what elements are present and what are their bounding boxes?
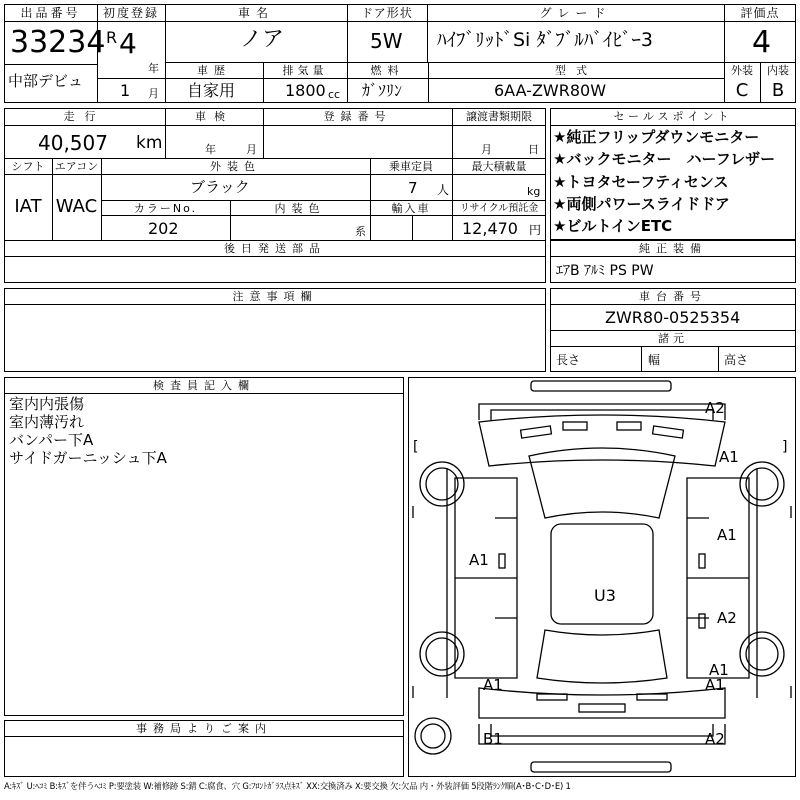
sales-point-item: ★トヨタセーフティセンス: [553, 173, 729, 191]
ac-value: WAC: [55, 196, 98, 217]
transfer-month-unit: 月: [481, 143, 492, 156]
mileage-unit: km: [136, 133, 163, 153]
transfer-day-unit: 日: [528, 143, 539, 156]
recycle-label: リサイクル預託金: [459, 203, 539, 214]
model-label: 型式: [555, 64, 597, 77]
reg-label: 初度登録: [102, 6, 159, 20]
colorno-label: カラーNo.: [133, 202, 198, 215]
ext-label: 外装: [731, 64, 753, 77]
fuel-label: 燃料: [370, 64, 405, 77]
score-value: 4: [752, 25, 772, 60]
load-unit: kg: [527, 185, 541, 198]
shift-label: シフト: [11, 160, 45, 173]
inspector-note: サイドガーニッシュ下A: [9, 449, 167, 467]
seats-label: 乗車定員: [389, 160, 433, 173]
history-value: 自家用: [187, 81, 236, 100]
mileage-value: 40,507: [38, 131, 108, 155]
transfer-label: 譲渡書類期限: [466, 110, 532, 123]
month-unit: 月: [148, 87, 159, 100]
sales-point-item: ★両側パワースライドドア: [553, 195, 730, 213]
insp-year-unit: 年: [205, 143, 216, 156]
intcolor-label: 内装色: [274, 202, 326, 215]
import-label: 輸入車: [391, 202, 431, 215]
int-value: B: [771, 80, 785, 101]
color-value: ブラック: [190, 178, 250, 196]
inspector-note: 室内薄汚れ: [9, 413, 85, 431]
sales-point-item: ★純正フリップダウンモニター: [553, 128, 760, 146]
damage-mark: A2: [705, 399, 725, 417]
color-label: 外装色: [210, 160, 261, 173]
fuel-value: ｶﾞｿﾘﾝ: [362, 81, 403, 100]
inspector-note: 室内内張傷: [9, 395, 85, 413]
ac-label: エアコン: [54, 160, 99, 173]
score-label: 評価点: [740, 6, 780, 20]
model-value: 6AA-ZWR80W: [494, 81, 607, 100]
lot-note: 中部デビュ: [8, 72, 84, 90]
damage-mark: A1: [709, 661, 729, 679]
int-label: 内装: [767, 64, 789, 77]
later-parts-label: 後日発送部品: [224, 242, 326, 255]
inspector-note: バンパー下A: [9, 431, 94, 449]
width-label: 幅: [648, 353, 661, 367]
damage-mark: U3: [594, 586, 616, 605]
damage-mark: A1: [717, 526, 737, 544]
seats-value: 7: [408, 179, 418, 197]
mileage-label: 走行: [63, 110, 106, 123]
notes-label: 注意事項欄: [232, 290, 318, 303]
regno-label: 登録番号: [323, 110, 392, 123]
sales-point-item: ★ビルトインETC: [553, 217, 673, 235]
chassis-label: 車台番号: [639, 290, 707, 303]
damage-mark: A1: [719, 448, 739, 466]
bracket-right: ]: [782, 439, 788, 455]
bracket-left: [: [413, 439, 419, 455]
disp-unit: cc: [328, 88, 341, 101]
door-label: ドア形状: [361, 6, 413, 20]
office-label: 事務局よりご案内: [136, 722, 272, 735]
damage-mark: A1: [705, 676, 725, 694]
colorno-value: 202: [148, 219, 179, 238]
damage-mark: A2: [717, 609, 737, 627]
reg-year: 4: [119, 27, 137, 60]
lot-label: 出品番号: [20, 6, 81, 20]
recycle-value: 12,470: [462, 219, 518, 238]
shift-value: IAT: [14, 196, 42, 217]
car-outline-drawing: [409, 378, 795, 776]
inspection-label: 車検: [195, 110, 233, 123]
sales-point-item: ★バックモニター ハーフレザー: [553, 150, 776, 168]
disp-label: 排気量: [282, 64, 328, 77]
reg-month: 1: [120, 81, 131, 100]
damage-mark: A2: [705, 730, 725, 748]
length-label: 長さ: [556, 353, 581, 367]
dims-label: 諸元: [658, 332, 688, 345]
chassis-value: ZWR80-0525354: [605, 308, 741, 327]
recycle-unit: 円: [529, 223, 542, 237]
sales-points-label: セールスポイント: [613, 110, 733, 123]
car-name: ノア: [240, 27, 285, 52]
grade-label: グレード: [539, 6, 612, 20]
insp-month-unit: 月: [246, 143, 257, 156]
equipment-value: ｴｱB ｱﾙﾐ PS PW: [556, 263, 654, 279]
load-label: 最大積載量: [471, 160, 527, 173]
height-label: 高さ: [724, 353, 749, 367]
damage-mark: A1: [469, 551, 489, 569]
lot-number: 33234: [10, 25, 106, 60]
door-value: 5W: [370, 29, 403, 53]
grade-value: ﾊｲﾌﾞﾘｯﾄﾞSi ﾀﾞﾌﾞﾙﾊﾞｲﾋﾞｰ3: [437, 29, 653, 51]
ext-value: C: [735, 80, 749, 101]
intcolor-unit: 系: [355, 225, 366, 238]
car-diagram: [408, 377, 796, 777]
reg-era: R: [106, 28, 118, 47]
damage-mark: B1: [483, 730, 503, 748]
equipment-label: 純正装備: [639, 242, 707, 255]
legend-text: A:ｷｽﾞ U:ﾍｺﾐ B:ｷｽﾞを伴うﾍｺﾐ P:要塗装 W:補修跡 S:錆 C:腐食、穴 G:ﾌﾛﾝﾄｶﾞﾗｽ点ｷｽﾞ XX:交換済み X:要交換 欠:欠品 内・外装評価 5段階ﾗﾝｸ順(A･B･C･D･E) 1: [4, 781, 571, 791]
name-label: 車名: [237, 6, 274, 20]
history-label: 車歴: [197, 64, 231, 77]
inspector-label: 検査員記入欄: [153, 379, 255, 392]
seats-unit: 人: [437, 183, 450, 197]
disp-value: 1800: [285, 81, 326, 100]
year-unit: 年: [148, 62, 159, 75]
damage-mark: A1: [483, 676, 503, 694]
